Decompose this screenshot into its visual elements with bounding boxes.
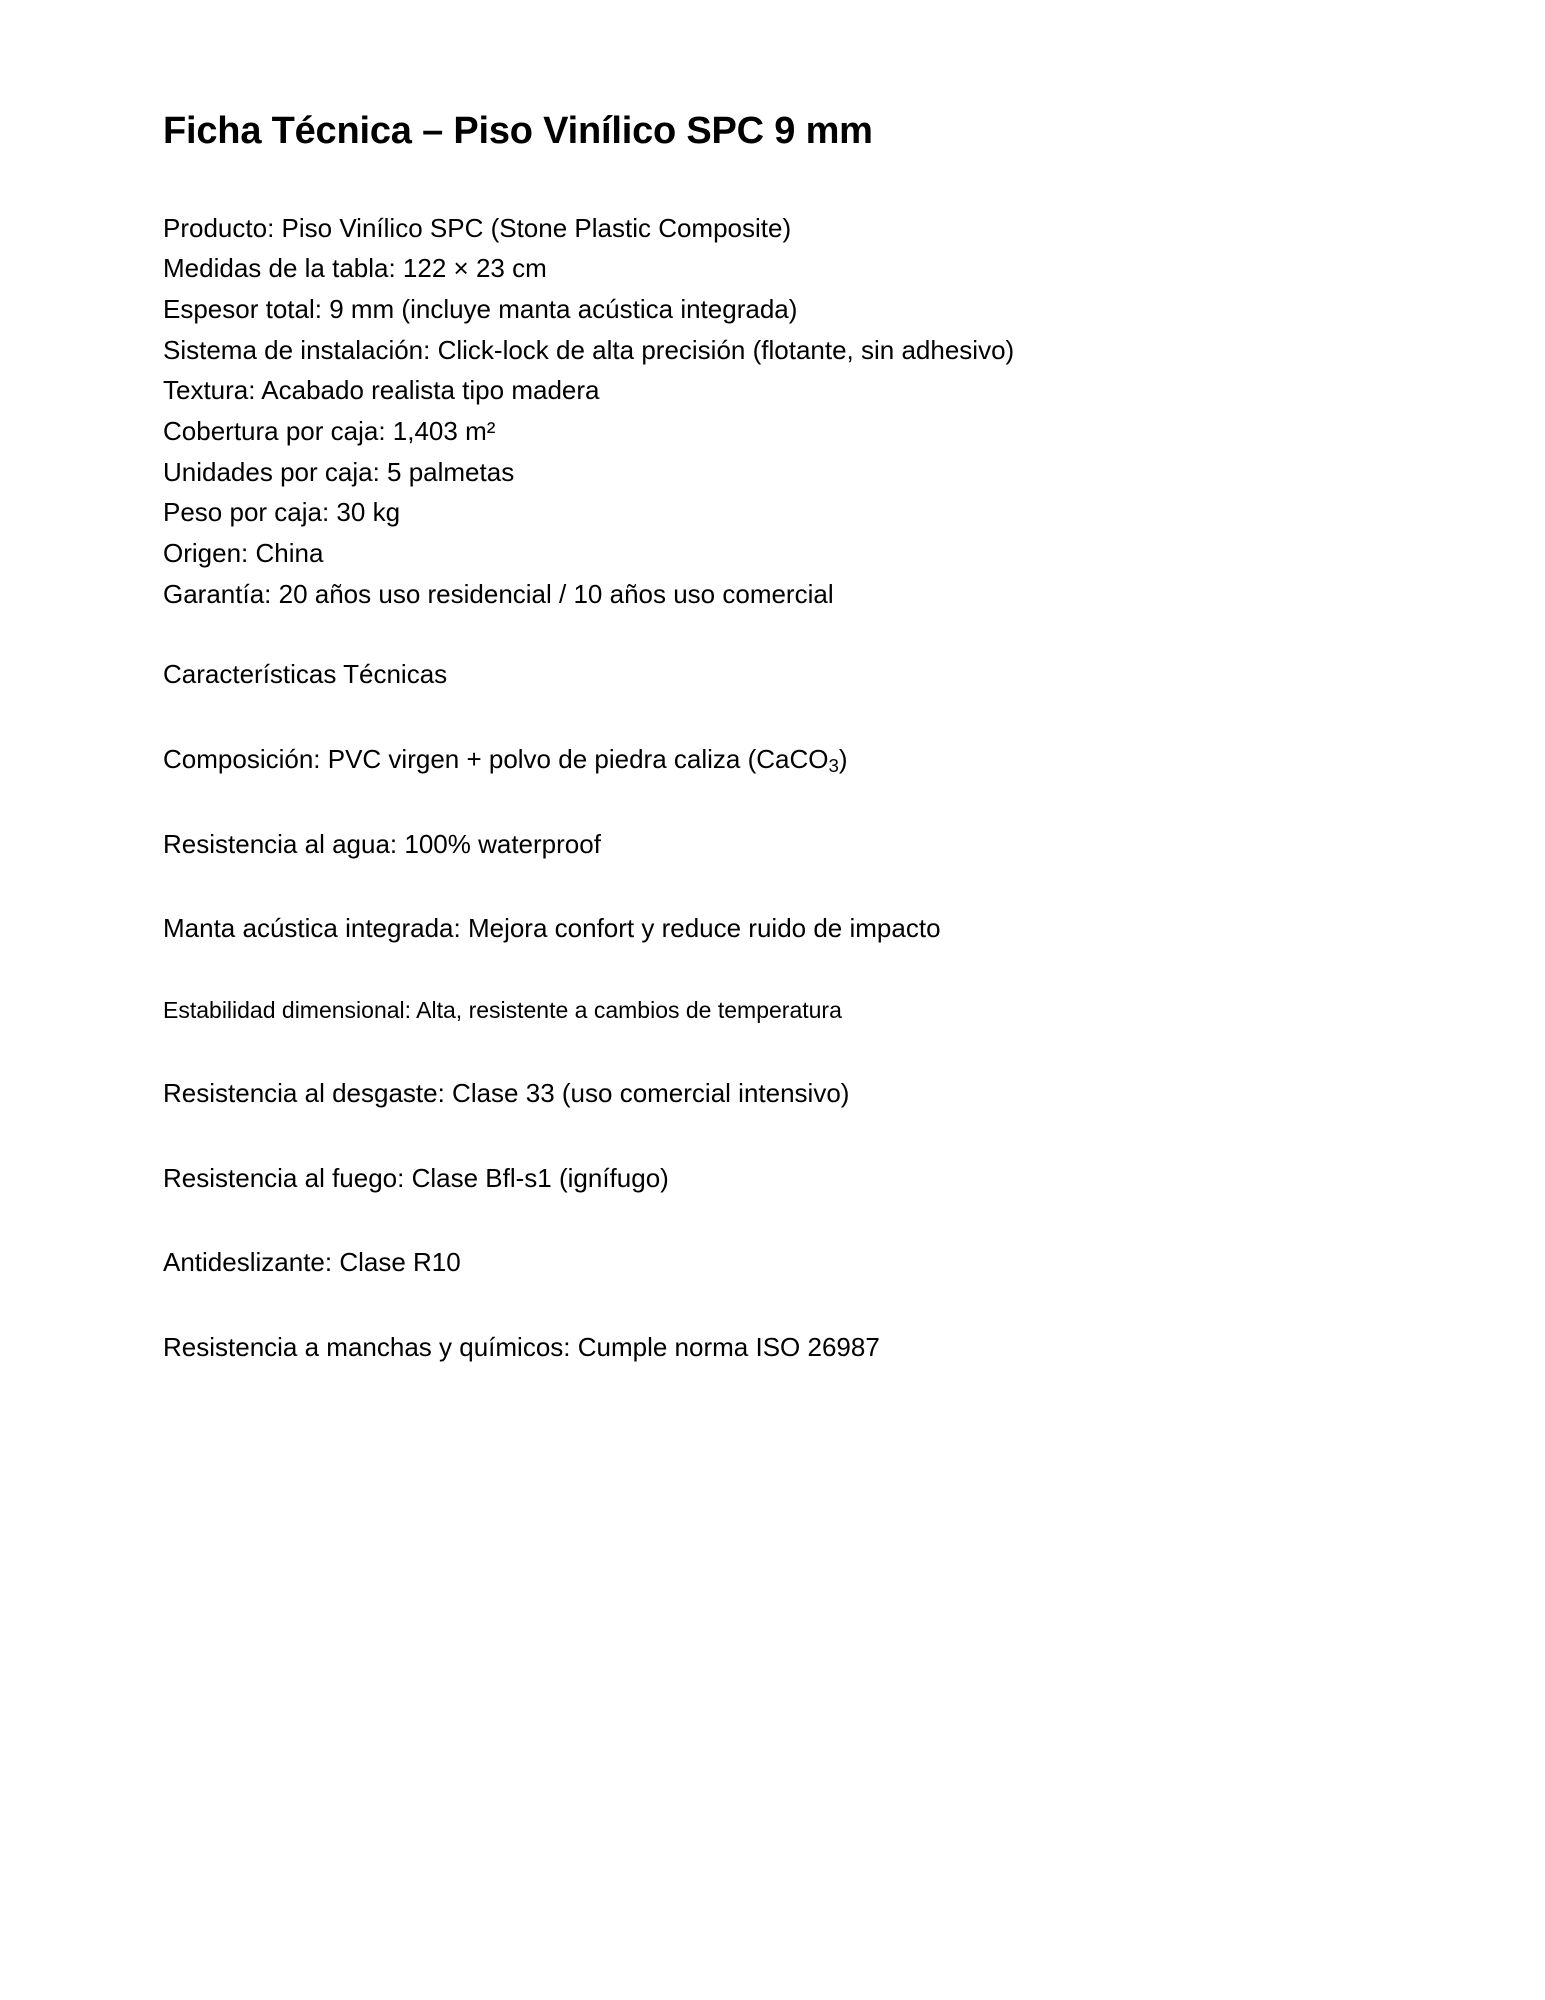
feature-line-dimensional-stability: Estabilidad dimensional: Alta, resistente a cambios de temperatura <box>163 997 842 1024</box>
feature-text: Composición: PVC virgen + polvo de piedra caliza (CaCO <box>163 744 829 775</box>
spec-line: Peso por caja: 30 kg <box>163 497 401 528</box>
spec-line: Unidades por caja: 5 palmetas <box>163 456 515 487</box>
technical-features-list <box>163 739 1385 1368</box>
spec-line: Cobertura por caja: 1,403 m² <box>163 415 496 446</box>
feature-line-slip-resistance: Antideslizante: Clase R10 <box>163 1247 461 1278</box>
spec-line: Garantía: 20 años uso residencial / 10 años uso comercial <box>163 578 834 609</box>
feature-line-stain-chemical-resistance: Resistencia a manchas y químicos: Cumple norma ISO 26987 <box>163 1332 880 1363</box>
spec-line: Origen: China <box>163 538 324 568</box>
spec-line: Textura: Acabado realista tipo madera <box>163 375 600 406</box>
feature-line-wear-resistance: Resistencia al desgaste: Clase 33 (uso comercial intensivo) <box>163 1078 850 1109</box>
feature-text-suffix: ) <box>838 744 848 775</box>
subscript-3: 3 <box>828 755 839 777</box>
spec-line: Medidas de la tabla: 122 × 23 cm <box>163 253 547 284</box>
feature-line-acoustic-underlay: Manta acústica integrada: Mejora confort y reduce ruido de impacto <box>163 913 941 944</box>
spec-line: Sistema de instalación: Click-lock de alta precisión (flotante, sin adhesivo) <box>163 334 1015 365</box>
section-heading-technical-features: Características Técnicas <box>163 659 448 690</box>
feature-line-composition <box>163 739 1385 780</box>
spec-line: Espesor total: 9 mm (incluye manta acústica integrada) <box>163 293 798 324</box>
page-title: Ficha Técnica – Piso Vinílico SPC 9 mm <box>163 110 873 152</box>
spec-line: Producto: Piso Vinílico SPC (Stone Plastic Composite) <box>163 212 792 243</box>
specifications-list <box>163 208 1385 615</box>
feature-line-fire-resistance: Resistencia al fuego: Clase Bfl-s1 (ignífugo) <box>163 1162 669 1193</box>
feature-line-water-resistance: Resistencia al agua: 100% waterproof <box>163 828 601 859</box>
